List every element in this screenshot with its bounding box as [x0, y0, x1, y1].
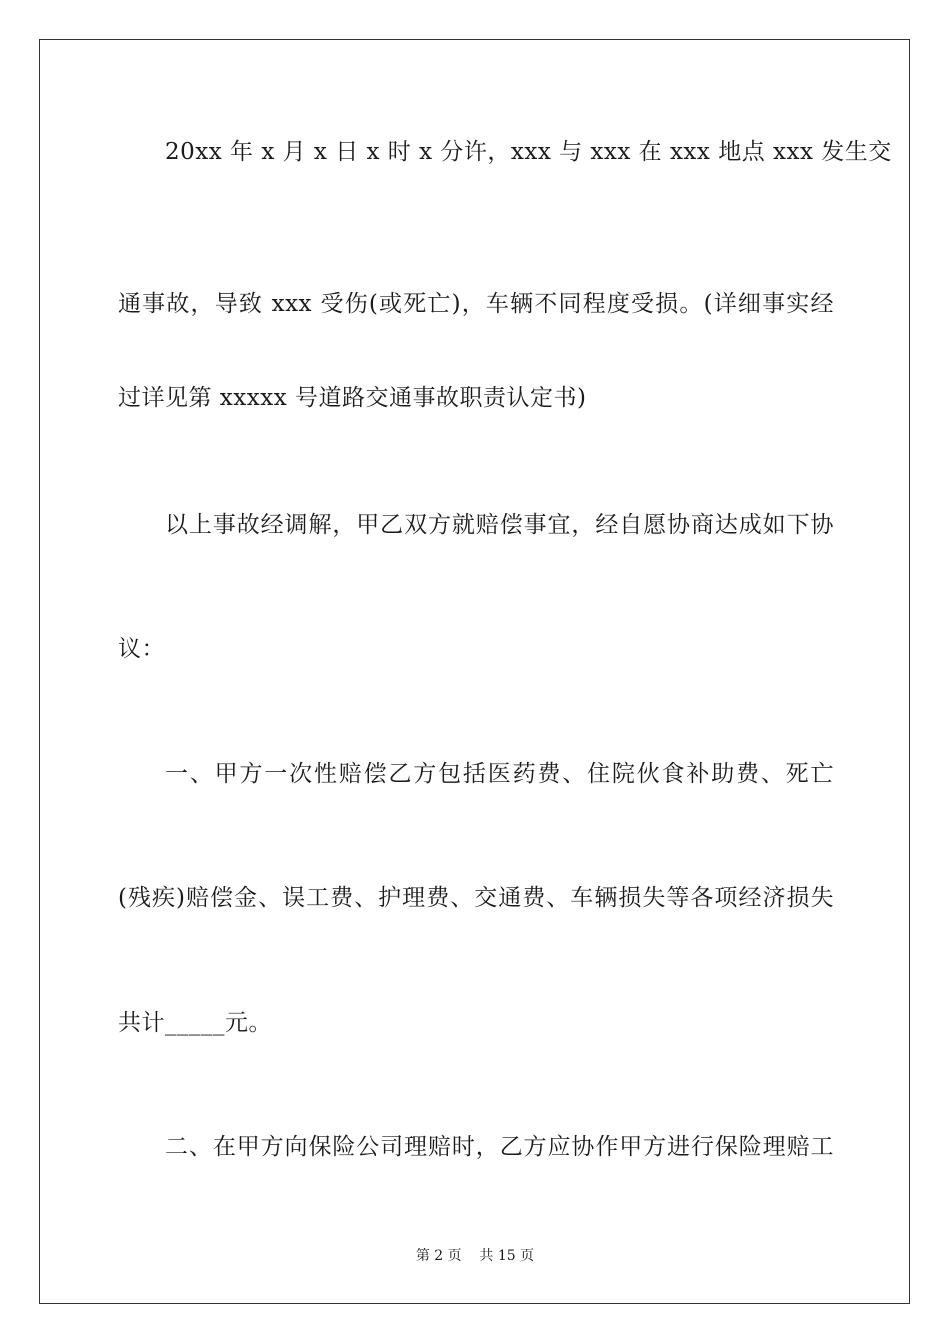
paragraph-3-line-2: (残疾)赔偿金、误工费、护理费、交通费、车辆损失等各项经济损失: [118, 885, 834, 911]
paragraph-1-line-2: 通事故，导致 xxx 受伤(或死亡)，车辆不同程度受损。(详细事实经: [118, 291, 834, 317]
paragraph-3-line-1: 一、甲方一次性赔偿乙方包括医药费、住院伙食补助费、死亡: [165, 761, 834, 787]
paragraph-2-line-1: 以上事故经调解，甲乙双方就赔偿事宜，经自愿协商达成如下协: [165, 512, 834, 538]
page-number-footer: 第 2 页 共 15 页: [415, 1248, 535, 1264]
paragraph-4-line-1: 二、在甲方向保险公司理赔时，乙方应协作甲方进行保险理赔工: [165, 1134, 834, 1160]
paragraph-3-line-3: 共计_____元。: [118, 1010, 272, 1036]
paragraph-1-line-3: 过详见第 xxxxx 号道路交通事故职责认定书): [118, 385, 587, 411]
page-border: [39, 39, 910, 1304]
paragraph-2-line-2: 议：: [118, 636, 165, 662]
paragraph-1-line-1: 20xx 年 x 月 x 日 x 时 x 分许，xxx 与 xxx 在 xxx 地点 xxx 发生交: [165, 139, 892, 165]
